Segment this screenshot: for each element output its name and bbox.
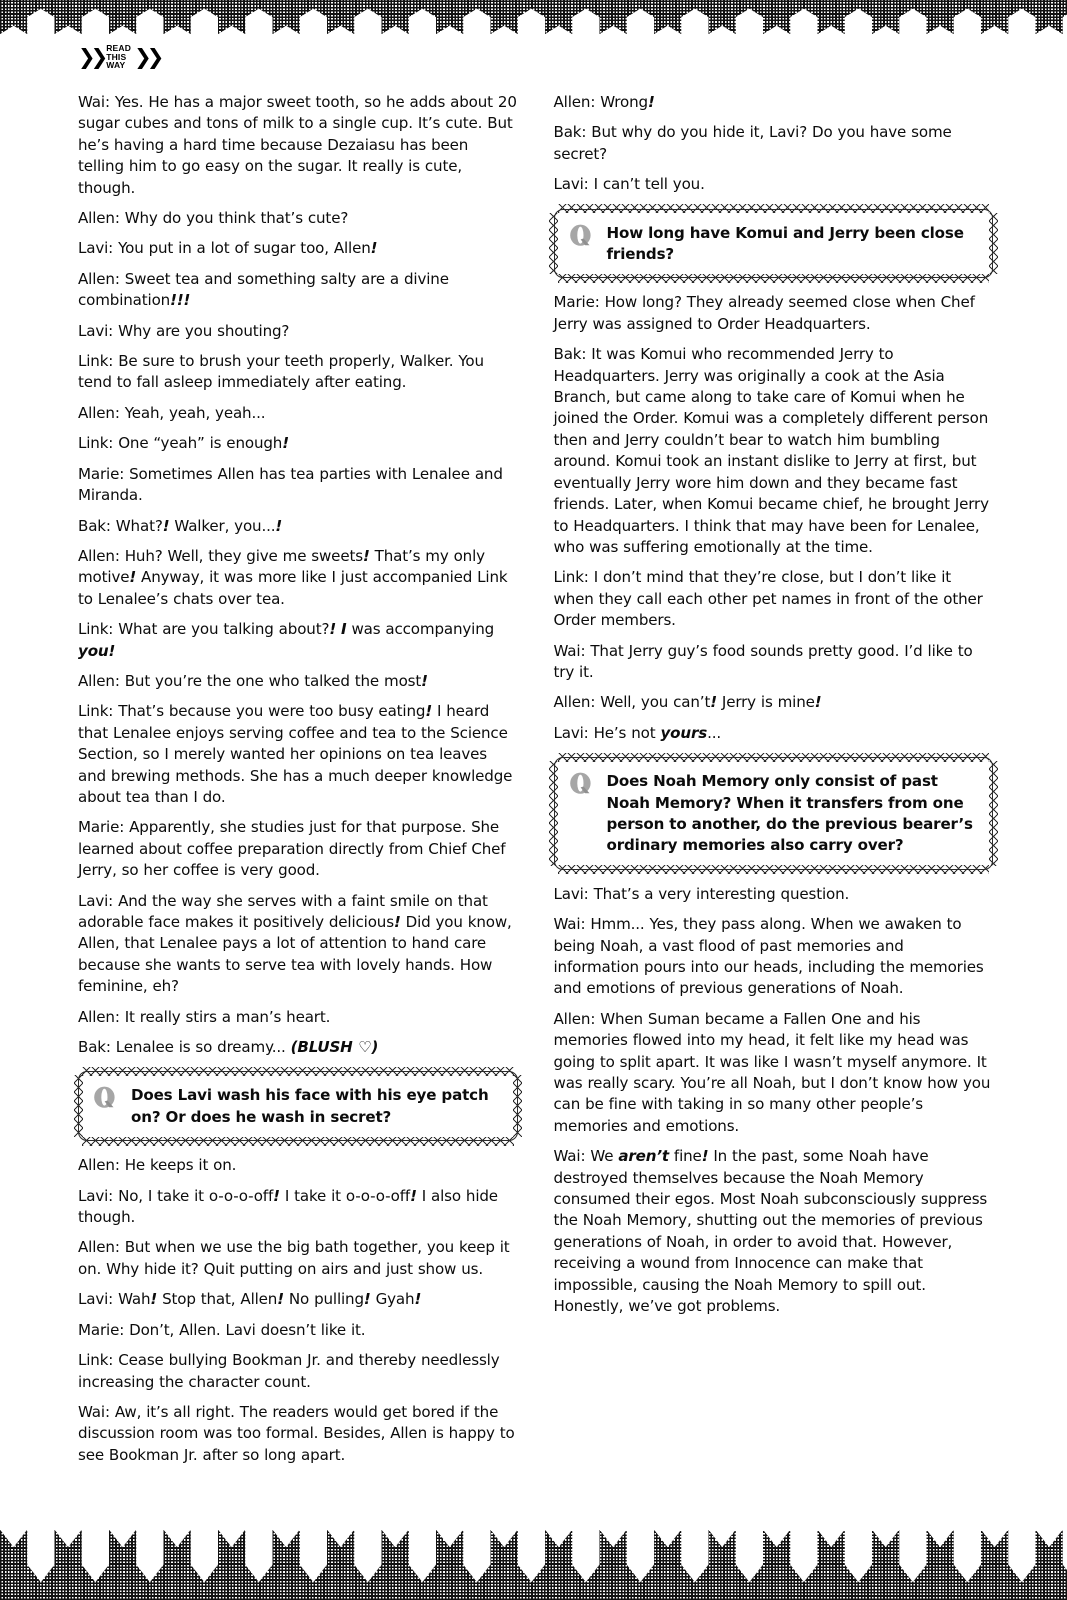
question-text: How long have Komui and Jerry been close friends?	[606, 223, 964, 264]
dialogue-line-wai-sweet-tooth: Wai: Yes. He has a major sweet tooth, so he adds about 20 sugar cubes and tons of milk to a single cup. It’s cute. But he’s having a hard time because Dezaiasu has been telling him to go easy on the sugar. It really is cute, though.	[78, 93, 517, 197]
dialogue-line-allen-suman-fallen-one: Allen: When Suman became a Fallen One and his memories flowed into my head, it felt like my head was going to split apart. It was like I wasn’t myself anymore. It was really scary. You’re all Noah, but I don’t know how you can be fine with taking in so many other people’s memories and emotions.	[553, 1009, 991, 1135]
dialogue-line-link-accompanying-you: Link: What are you talking about?! I was accompanying you!	[78, 620, 495, 660]
read-this-way-line3: WAY	[106, 60, 126, 71]
dialogue-line-link-brush-teeth: Link: Be sure to brush your teeth properly, Walker. You tend to fall asleep immediately after eating.	[78, 352, 484, 392]
dialogue-line-wai-arent-fine: Wai: We aren’t fine! In the past, some Noah have destroyed themselves because the Noah Memory consumed their egos. Most Noah subconsciously suppress the Noah Memory, shutting out the memories of previous generations of Noah, in order to avoid that. However, receiving a wound from Innocence can make that impossible, causing the Noah Memory to spill out. Honestly, we’ve got problems.	[553, 1147, 988, 1316]
dialogue-line-lavi-cant-tell: Lavi: I can’t tell you.	[553, 175, 705, 194]
question-text: Does Noah Memory only consist of past Noah Memory? When it transfers from one person to another, do the previous bearer’s ordinary memories also carry over?	[606, 772, 973, 855]
dialogue-line-allen-talked-most: Allen: But you’re the one who talked the most!	[78, 671, 428, 690]
dialogue-line-allen-jerry-is-mine: Allen: Well, you can’t! Jerry is mine!	[553, 693, 822, 712]
dialogue-line-marie-how-long: Marie: How long? They already seemed close when Chef Jerry was assigned to Order Headquarters.	[553, 293, 975, 333]
dialogue-line-wai-pass-along: Wai: Hmm... Yes, they pass along. When we awaken to being Noah, a vast flood of past memories and information pours into our heads, including the memories and emotions of previous generations of Noah.	[553, 915, 984, 998]
question-text: Does Lavi wash his face with his eye patch on? Or does he wash in secret?	[131, 1086, 489, 1126]
dialogue-line-marie-dont-allen: Marie: Don’t, Allen. Lavi doesn’t like it.	[78, 1320, 366, 1339]
dialogue-line-marie-tea-parties: Marie: Sometimes Allen has tea parties with Lenalee and Miranda.	[78, 464, 503, 505]
q-letter-icon	[568, 771, 594, 797]
question-box-border-left	[549, 761, 558, 866]
dialogue-line-allen-wrong: Allen: Wrong!	[553, 93, 655, 111]
dialogue-line-link-one-yeah: Link: One “yeah” is enough!	[78, 434, 289, 453]
dialogue-line-bak-dreamy: Bak: Lenalee is so dreamy... (BLUSH ♡)	[78, 1038, 379, 1057]
q-letter-icon	[568, 223, 594, 249]
read-this-way-text	[105, 44, 132, 70]
dialogue-line-link-busy-eating: Link: That’s because you were too busy eating! I heard that Lenalee enjoys serving coffee and tea to the Science Section, so I merely wanted her opinions on tea leaves and brewing methods. She has a much deeper knowledge about tea than I do.	[78, 702, 513, 806]
question-box-border-bottom	[82, 1137, 514, 1146]
dialogue-line-link-cease-bullying: Link: Cease bullying Bookman Jr. and thereby needlessly increasing the character count.	[78, 1351, 500, 1391]
chevron-right-icon-right: ❯❯	[134, 44, 160, 69]
right-column	[554, 92, 994, 1475]
dialogue-line-bak-what-walker: Bak: What?! Walker, you...!	[78, 516, 283, 535]
question-box-komui-jerry	[554, 209, 994, 279]
right-column-dialogue-mid	[554, 292, 994, 744]
question-box-border-bottom	[558, 865, 990, 874]
dialogue-line-wai-jerry-food: Wai: That Jerry guy’s food sounds pretty good. I’d like to try it.	[553, 641, 973, 681]
read-this-way-line1: READ	[106, 42, 132, 53]
dialogue-line-lavi-why-shouting: Lavi: Why are you shouting?	[78, 321, 290, 340]
question-box-border-left	[549, 213, 558, 275]
dialogue-line-lavi-sugar-too: Lavi: You put in a lot of sugar too, Allen!	[78, 239, 378, 258]
dialogue-line-allen-stirs-heart: Allen: It really stirs a man’s heart.	[78, 1007, 331, 1026]
left-column	[78, 92, 518, 1475]
question-box-border-right	[513, 1075, 522, 1137]
left-column-dialogue-bottom	[78, 1155, 518, 1466]
dialogue-line-allen-divine-combination: Allen: Sweet tea and something salty are a divine combination!!!	[78, 269, 449, 310]
question-box-border-top	[558, 753, 990, 762]
question-box-border-top	[558, 204, 990, 213]
top-zigzag-border	[0, 0, 1067, 34]
dialogue-line-bak-komui-recommended: Bak: It was Komui who recommended Jerry to Headquarters. Jerry was originally a cook at the Asia Branch, but came along to take care of Komui when he joined the Order. Komui was a completely different person then and Jerry couldn’t bear to watch him bumbling around. Komui took an instant dislike to Jerry at first, but eventually Jerry wore him down and they became fast friends. Later, when Komui became chief, he brought Jerry to Headquarters. I think that may have been for Lenalee, who was suffering emotionally at the time.	[553, 345, 989, 556]
dialogue-line-lavi-not-yours: Lavi: He’s not yours...	[553, 723, 722, 742]
dialogue-line-lavi-take-it-off: Lavi: No, I take it o-o-o-off! I take it o-o-o-off! I also hide though.	[78, 1186, 498, 1227]
chevron-right-icon-left: ❯❯	[78, 44, 104, 69]
left-column-dialogue-top	[78, 92, 518, 1058]
question-box-border-right	[989, 213, 998, 275]
right-column-dialogue-bottom	[554, 884, 994, 1318]
right-column-dialogue-top	[554, 92, 994, 196]
dialogue-line-lavi-faint-smile: Lavi: And the way she serves with a faint smile on that adorable face makes it positively delicious! Did you know, Allen, that Lenalee pays a lot of attention to hand care because she wants to serve tea with lovely hands. How feminine, eh?	[78, 891, 512, 996]
question-box-noah-memory	[554, 757, 994, 870]
dialogue-line-allen-why-cute: Allen: Why do you think that’s cute?	[78, 209, 349, 228]
dialogue-line-wai-all-right: Wai: Aw, it’s all right. The readers would get bored if the discussion room was too formal. Besides, Allen is happy to see Bookman Jr. after so long apart.	[78, 1402, 515, 1464]
dialogue-line-allen-sweets-motive: Allen: Huh? Well, they give me sweets! That’s my only motive! Anyway, it was more like I just accompanied Link to Lenalee’s chats over tea.	[78, 546, 508, 608]
dialogue-line-allen-big-bath: Allen: But when we use the big bath together, you keep it on. Why hide it? Quit putting on airs and just show us.	[78, 1238, 510, 1278]
dialogue-line-link-pet-names: Link: I don’t mind that they’re close, but I don’t like it when they call each other pet names in front of the other Order members.	[553, 568, 983, 630]
bottom-zigzag-border	[0, 1530, 1067, 1600]
dialogue-line-lavi-wah-stop: Lavi: Wah! Stop that, Allen! No pulling! Gyah!	[78, 1290, 422, 1309]
discussion-columns	[78, 92, 993, 1475]
dialogue-line-bak-why-hide: Bak: But why do you hide it, Lavi? Do you have some secret?	[553, 123, 952, 163]
question-box-border-right	[989, 761, 998, 866]
dialogue-line-allen-keeps-it-on: Allen: He keeps it on.	[78, 1156, 237, 1175]
question-box-lavi-eyepatch	[78, 1071, 518, 1141]
question-box-border-top	[82, 1067, 514, 1076]
read-this-way-line2: THIS	[106, 51, 127, 62]
question-box-border-bottom	[558, 274, 990, 283]
read-this-way-logo	[78, 42, 159, 72]
dialogue-line-lavi-interesting-question: Lavi: That’s a very interesting question.	[553, 884, 850, 903]
q-letter-icon	[92, 1085, 118, 1111]
dialogue-line-allen-yeah-yeah: Allen: Yeah, yeah, yeah...	[78, 403, 266, 422]
dialogue-line-marie-studies-purpose: Marie: Apparently, she studies just for that purpose. She learned about coffee preparation directly from Chief Chef Jerry, so her coffee is very good.	[78, 818, 506, 880]
question-box-border-left	[74, 1075, 83, 1137]
